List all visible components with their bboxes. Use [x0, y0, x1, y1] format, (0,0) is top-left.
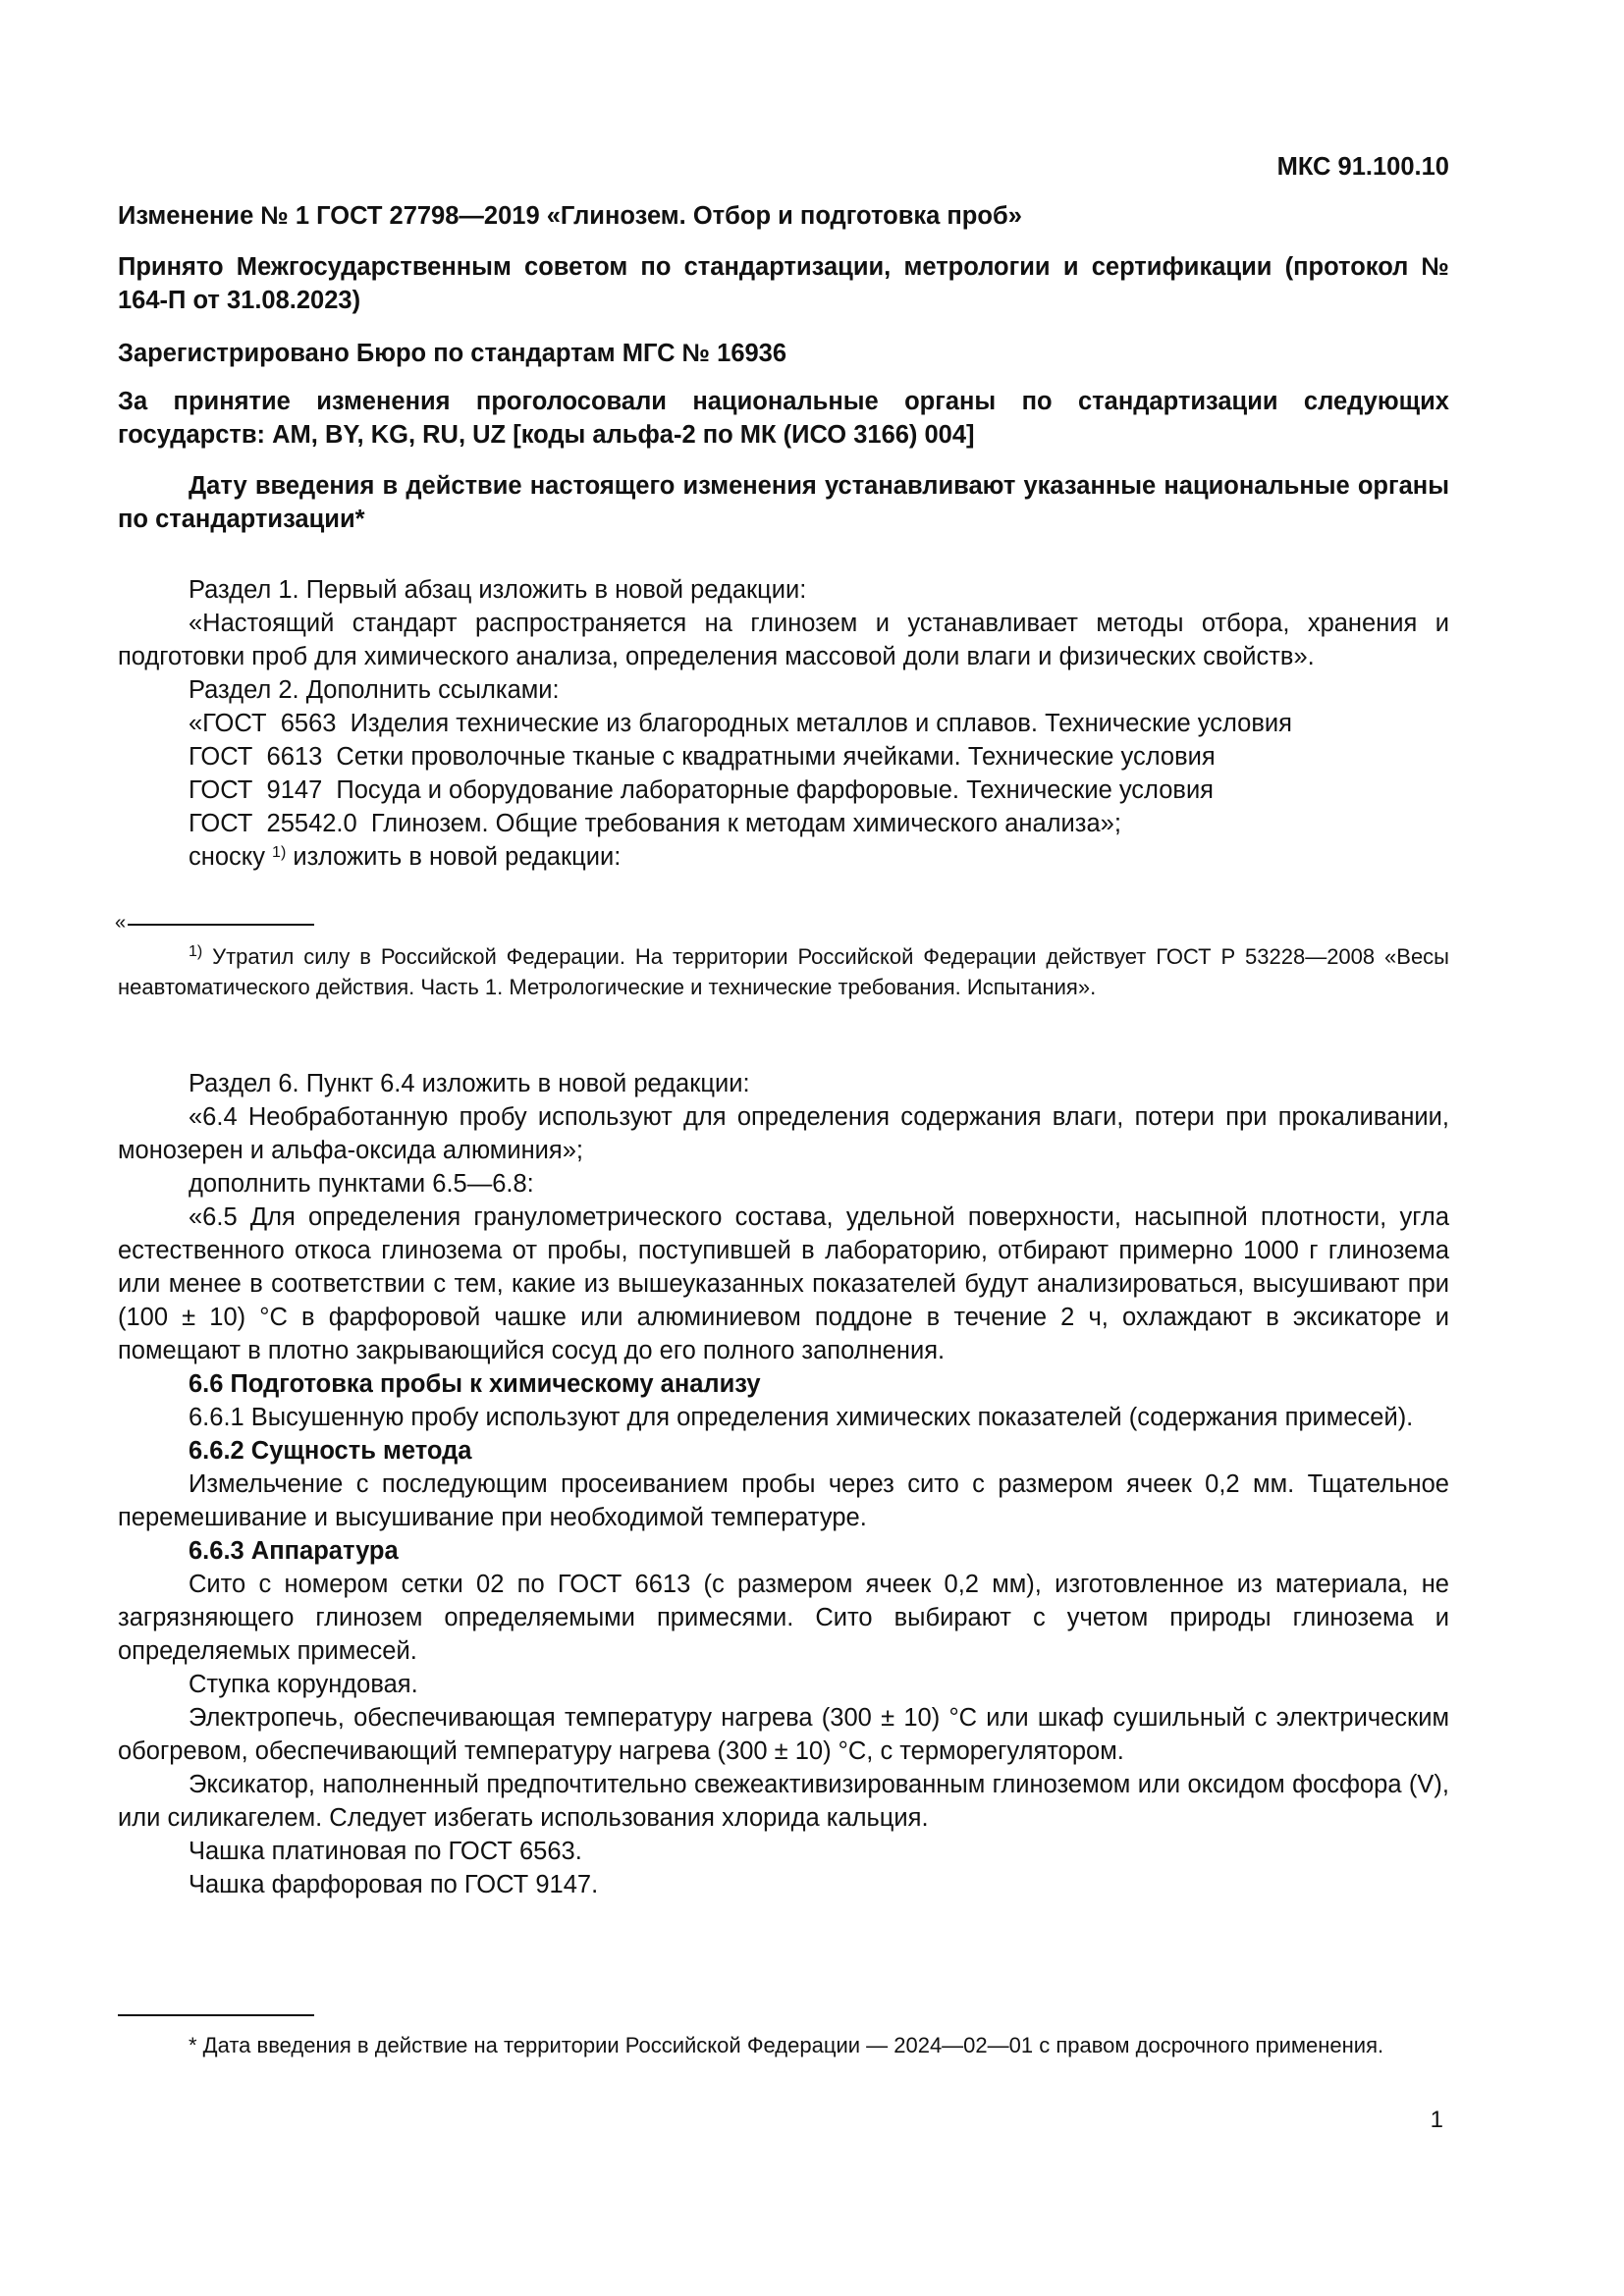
item-6-4: «6.4 Необработанную пробу используют для определения содержания влаги, потери при прокаливании, монозерен и альфа-оксида алюминия»; [118, 1103, 1449, 1164]
item-6-6-3-heading: 6.6.3 Аппаратура [189, 1537, 399, 1565]
apparatus-sieve: Сито с номером сетки 02 по ГОСТ 6613 (с размером ячеек 0,2 мм), изготовленное из материала, не загрязняющего глинозем определяемыми примесями. Сито выбирают с учетом природы глинозема и определяемых примесей. [118, 1571, 1449, 1665]
add-items-note: дополнить пунктами 6.5—6.8: [189, 1170, 534, 1198]
section1-heading: Раздел 1. Первый абзац изложить в новой редакции: [189, 576, 807, 604]
item-6-5: «6.5 Для определения гранулометрического состава, удельной поверхности, насыпной плотности, угла естественного откоса глинозема от пробы, поступившей в лабораторию, отбирают примерно 1000 г глинозема или менее в соответствии с тем, какие из вышеуказанных показателей будут анализироваться, высушивают при (100 ± 10) °С в фарфоровой чашке или алюминиевом поддоне в течение 2 ч, охлаждают в эксикаторе и помещают в плотно закрывающийся сосуд до его полного заполнения. [118, 1203, 1449, 1364]
apparatus-desiccator: Эксикатор, наполненный предпочтительно свежеактивизированным глиноземом или оксидом фосфора (V), или силикагелем. Следует избегать использования хлорида кальция. [118, 1771, 1449, 1832]
page-footnote-rule [118, 2014, 314, 2016]
item-6-6-2-text: Измельчение с последующим просеиванием пробы через сито с размером ячеек 0,2 мм. Тщательное перемешивание и высушивание при необходимой температуре. [118, 1470, 1449, 1531]
adoption-statement: Принято Межгосударственным советом по стандартизации, метрологии и сертификации (протокол № 164-П от 31.08.2023) [118, 253, 1449, 314]
effective-date-statement: Дату введения в действие настоящего изменения устанавливают указанные национальные органы по стандартизации* [118, 472, 1449, 533]
page-footnote: * Дата введения в действие на территории Российской Федерации — 2024—02—01 с правом досрочного применения. [189, 2033, 1384, 2057]
footnote-intro: сноску $^{1)}$ изложить в новой редакции: [189, 843, 622, 871]
page-number: 1 [1430, 2107, 1443, 2133]
section6-heading: Раздел 6. Пункт 6.4 изложить в новой редакции: [189, 1070, 750, 1097]
apparatus-mortar: Ступка корундовая. [189, 1671, 418, 1698]
quoted-footnote-rule [128, 924, 314, 926]
reference-item: ГОСТ 25542.0 Глинозем. Общие требования к методам химического анализа»; [189, 810, 1121, 837]
quote-open-mark: « [115, 912, 127, 934]
item-6-6-1: 6.6.1 Высушенную пробу используют для определения химических показателей (содержания примесей). [189, 1404, 1414, 1431]
reference-item: ГОСТ 9147 Посуда и оборудование лабораторные фарфоровые. Технические условия [189, 776, 1214, 804]
section6-block [118, 1067, 1449, 1901]
apparatus-platinum-dish: Чашка платиновая по ГОСТ 6563. [189, 1838, 582, 1865]
registration-statement: Зарегистрировано Бюро по стандартам МГС № 16936 [118, 340, 787, 367]
apparatus-furnace: Электропечь, обеспечивающая температуру нагрева (300 ± 10) °С или шкаф сушильный с электрическим обогревом, обеспечивающий температуру нагрева (300 ± 10) °С, с терморегулятором. [118, 1704, 1449, 1765]
item-6-6-2-heading: 6.6.2 Сущность метода [189, 1437, 472, 1465]
item-6-6-heading: 6.6 Подготовка пробы к химическому анализу [189, 1370, 761, 1398]
section2-heading: Раздел 2. Дополнить ссылками: [189, 676, 560, 704]
quoted-footnote: $^{1)}$ Утратил силу в Российской Федерации. На территории Российской Федерации действует ГОСТ Р 53228—2008 «Весы неавтоматического действия. Часть 1. Метрологические и технические требования. Испытания». [118, 943, 1449, 999]
document-title: Изменение № 1 ГОСТ 27798—2019 «Глинозем. Отбор и подготовка проб» [118, 202, 1022, 230]
section1-text: «Настоящий стандарт распространяется на глинозем и устанавливает методы отбора, хранения и подготовки проб для химического анализа, определения массовой доли влаги и физических свойств». [118, 610, 1449, 670]
apparatus-porcelain-dish: Чашка фарфоровая по ГОСТ 9147. [189, 1871, 599, 1898]
reference-item: «ГОСТ 6563 Изделия технические из благородных металлов и сплавов. Технические условия [189, 710, 1292, 737]
amendments-block [118, 573, 1449, 874]
voting-statement: За принятие изменения проголосовали национальные органы по стандартизации следующих государств: AM, BY, KG, RU, UZ [коды альфа-2 по МК (ИСО 3166) 004] [118, 388, 1449, 449]
classification-code: МКС 91.100.10 [1276, 153, 1449, 181]
reference-item: ГОСТ 6613 Сетки проволочные тканые с квадратными ячейками. Технические условия [189, 743, 1216, 771]
